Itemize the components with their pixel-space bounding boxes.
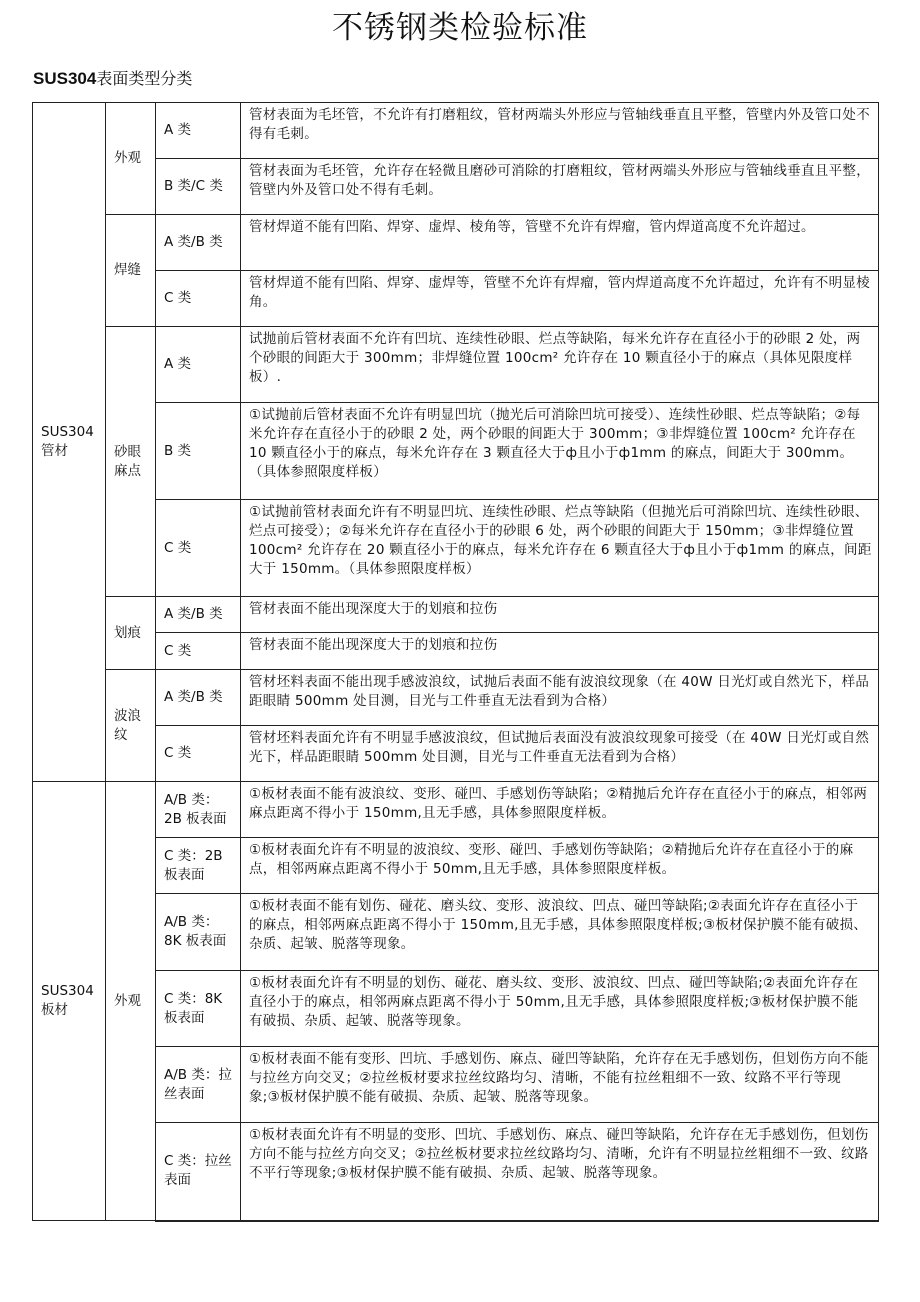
page-title: 不锈钢类检验标准 xyxy=(332,10,588,46)
table-row xyxy=(33,597,879,633)
table-row xyxy=(33,327,879,403)
description-cell: 管材焊道不能有凹陷、焊穿、虚焊等，管壁不允许有焊瘤，管内焊道高度不允许超过，允许有不明显棱角。 xyxy=(241,271,879,327)
description-cell: 管材表面为毛坯管，不允许有打磨粗纹，管材两端头外形应与管轴线垂直且平整，管壁内外及管口处不得有毛刺。 xyxy=(241,103,879,159)
grade-cell: C 类 xyxy=(156,633,241,670)
table-row xyxy=(33,670,879,726)
table-row xyxy=(33,159,879,215)
grade-cell: C 类：2B 板表面 xyxy=(156,838,241,894)
section-heading xyxy=(33,66,192,89)
grade-cell: A/B 类：8K 板表面 xyxy=(156,894,241,971)
grade-cell: A/B 类：拉丝表面 xyxy=(156,1047,241,1123)
table-row xyxy=(33,1047,879,1123)
grade-cell: A 类/B 类 xyxy=(156,597,241,633)
grade-cell: C 类：8K 板表面 xyxy=(156,971,241,1047)
category-cell: 焊缝 xyxy=(106,215,156,327)
grade-cell: C 类 xyxy=(156,726,241,782)
description-cell: 管材表面为毛坯管，允许存在轻微且磨砂可消除的打磨粗纹，管材两端头外形应与管轴线垂直且平整，管壁内外及管口处不得有毛刺。 xyxy=(241,159,879,215)
table-row xyxy=(33,633,879,670)
grade-cell: A/B 类：2B 板表面 xyxy=(156,782,241,838)
description-cell: ①板材表面不能有划伤、碰花、磨头纹、变形、波浪纹、凹点、碰凹等缺陷;②表面允许存在直径小于的麻点，相邻两麻点距离不得小于 150mm,且无手感，具体参照限度样板;③板材保护膜不能有破损、杂质、起皱、脱落等现象。 xyxy=(241,894,879,971)
table-row xyxy=(33,403,879,500)
category-cell: 砂眼麻点 xyxy=(106,327,156,597)
description-cell: ①试抛前后管材表面不允许有明显凹坑（抛光后可消除凹坑可接受）、连续性砂眼、烂点等缺陷；②每米允许存在直径小于的砂眼 2 处，两个砂眼的间距大于 300mm；③非焊缝位置 100cm² 允许存在 10 颗直径小于的麻点，每米允许存在 3 颗直径大于ф且小于ф1mm 的麻点，间距大于 300mm。（具体参照限度样板） xyxy=(241,403,879,500)
grade-cell: A 类 xyxy=(156,327,241,403)
table-row xyxy=(33,894,879,971)
grade-cell: B 类/C 类 xyxy=(156,159,241,215)
table-row xyxy=(33,782,879,838)
category-cell: 波浪纹 xyxy=(106,670,156,782)
table-row xyxy=(33,726,879,782)
category-cell: 外观 xyxy=(106,103,156,215)
category-cell: 外观 xyxy=(106,782,156,1221)
table-row xyxy=(33,500,879,597)
section-heading-text: 表面类型分类 xyxy=(96,69,193,88)
category-cell: 划痕 xyxy=(106,597,156,670)
grade-cell: B 类 xyxy=(156,403,241,500)
table-row xyxy=(33,103,879,159)
table-row xyxy=(33,271,879,327)
material-cell: SUS304 管材 xyxy=(33,103,106,782)
table-row xyxy=(33,215,879,271)
grade-cell: A 类/B 类 xyxy=(156,215,241,271)
description-cell: 试抛前后管材表面不允许有凹坑、连续性砂眼、烂点等缺陷，每米允许存在直径小于的砂眼 2 处，两个砂眼的间距大于 300mm；非焊缝位置 100cm² 允许存在 10 颗直径小于的麻点（具体见限度样板）. xyxy=(241,327,879,403)
table-row xyxy=(33,1123,879,1221)
description-cell: ①试抛前管材表面允许有不明显凹坑、连续性砂眼、烂点等缺陷（但抛光后可消除凹坑、连续性砂眼、烂点可接受）；②每米允许存在直径小于的砂眼 6 处，两个砂眼的间距大于 150mm；③非焊缝位置 100cm² 允许存在 20 颗直径小于的麻点，每米允许存在 6 颗直径大于ф且小于ф1mm 的麻点，间距大于 150mm。（具体参照限度样板） xyxy=(241,500,879,597)
description-cell: ①板材表面允许有不明显的划伤、碰花、磨头纹、变形、波浪纹、凹点、碰凹等缺陷;②表面允许存在直径小于的麻点，相邻两麻点距离不得小于 50mm,且无手感，具体参照限度样板;③板材保护膜不能有破损、杂质、起皱、脱落等现象。 xyxy=(241,971,879,1047)
table-row xyxy=(33,971,879,1047)
description-cell: 管材表面不能出现深度大于的划痕和拉伤 xyxy=(241,633,879,670)
description-cell: ①板材表面不能有波浪纹、变形、碰凹、手感划伤等缺陷；②精抛后允许存在直径小于的麻点，相邻两麻点距离不得小于 150mm,且无手感，具体参照限度样板。 xyxy=(241,782,879,838)
grade-cell: A 类 xyxy=(156,103,241,159)
section-heading-bold: SUS304 xyxy=(33,69,97,88)
description-cell: 管材表面不能出现深度大于的划痕和拉伤 xyxy=(241,597,879,633)
inspection-standard-table xyxy=(32,102,879,1222)
grade-cell: C 类：拉丝表面 xyxy=(156,1123,241,1221)
grade-cell: C 类 xyxy=(156,271,241,327)
description-cell: 管材坯料表面不能出现手感波浪纹，试抛后表面不能有波浪纹现象（在 40W 日光灯或自然光下，样品距眼睛 500mm 处目测，目光与工件垂直无法看到为合格） xyxy=(241,670,879,726)
description-cell: ①板材表面允许有不明显的变形、凹坑、手感划伤、麻点、碰凹等缺陷，允许存在无手感划伤，但划伤方向不能与拉丝方向交叉；②拉丝板材要求拉丝纹路均匀、清晰，允许有不明显拉丝粗细不一致、纹路不平行等现象;③板材保护膜不能有破损、杂质、起皱、脱落等现象。 xyxy=(241,1123,879,1221)
description-cell: ①板材表面不能有变形、凹坑、手感划伤、麻点、碰凹等缺陷，允许存在无手感划伤，但划伤方向不能与拉丝方向交叉；②拉丝板材要求拉丝纹路均匀、清晰，不能有拉丝粗细不一致、纹路不平行等现象;③板材保护膜不能有破损、杂质、起皱、脱落等现象。 xyxy=(241,1047,879,1123)
description-cell: 管材坯料表面允许有不明显手感波浪纹，但试抛后表面没有波浪纹现象可接受（在 40W 日光灯或自然光下，样品距眼睛 500mm 处目测，目光与工件垂直无法看到为合格） xyxy=(241,726,879,782)
description-cell: ①板材表面允许有不明显的波浪纹、变形、碰凹、手感划伤等缺陷；②精抛后允许存在直径小于的麻点，相邻两麻点距离不得小于 50mm,且无手感，具体参照限度样板。 xyxy=(241,838,879,894)
material-cell: SUS304 板材 xyxy=(33,782,106,1221)
description-cell: 管材焊道不能有凹陷、焊穿、虚焊、棱角等，管壁不允许有焊瘤，管内焊道高度不允许超过。 xyxy=(241,215,879,271)
grade-cell: C 类 xyxy=(156,500,241,597)
table-row xyxy=(33,838,879,894)
grade-cell: A 类/B 类 xyxy=(156,670,241,726)
